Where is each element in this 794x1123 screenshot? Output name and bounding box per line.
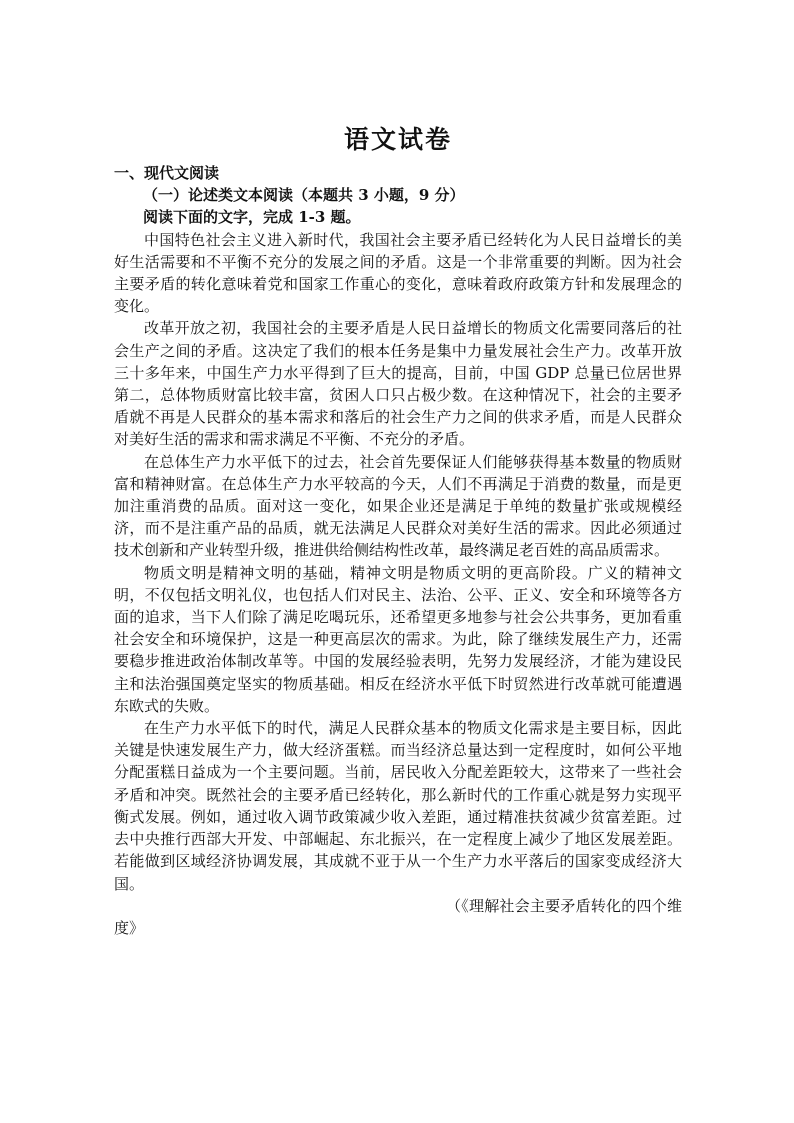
passage-paragraph-3: 在总体生产力水平低下的过去，社会首先要保证人们能够获得基本数量的物质财富和精神财富。在总体生产力水平较高的今天，人们不再满足于消费的数量，而是更加注重消费的品质。面对这一变化，如果企业还是满足于单纯的数量扩张或规模经济，而不是注重产品的品质，就无法满足人民群众对美好生活的需求。因此必须通过技术创新和产业转型升级，推进供给侧结构性改革，最终满足老百姓的高品质需求。 [114,452,682,560]
passage-paragraph-4: 物质文明是精神文明的基础，精神文明是物质文明的更高阶段。广义的精神文明，不仅包括文明礼仪，也包括人们对民主、法治、公平、正义、安全和环境等各方面的追求，当下人们除了满足吃喝玩乐，还希望更多地参与社会公共事务，更加看重社会安全和环境保护，这是一种更高层次的需求。为此，除了继续发展生产力，还需要稳步推进政治体制改革等。中国的发展经验表明，先努力发展经济，才能为建设民主和法治强国奠定坚实的物质基础。相反在经济水平低下时贸然进行改革就可能遭遇东欧式的失败。 [114,563,682,715]
subsection-heading: （一）论述类文本阅读（本题共 3 小题，9 分） [143,186,465,205]
passage-paragraph-5: 在生产力水平低下的时代，满足人民群众基本的物质文化需求是主要目标，因此关键是快速发展生产力，做大经济蛋糕。而当经济总量达到一定程度时，如何公平地分配蛋糕日益成为一个主要问题。当前，居民收入分配差距较大，这带来了一些社会矛盾和冲突。既然社会的主要矛盾已经转化，那么新时代的工作重心就是努力实现平衡式发展。例如，通过收入调节政策减少收入差距，通过精准扶贫减少贫富差距。过去中央推行西部大开发、中部崛起、东北振兴，在一定程度上减少了地区发展差距。若能做到区域经济协调发展，其成就不亚于从一个生产力水平落后的国家变成经济大国。 [114,719,682,893]
reading-instruction: 阅读下面的文字，完成 1-3 题。 [143,208,361,227]
section-heading: 一、现代文阅读 [114,164,220,182]
passage-paragraph-1: 中国特色社会主义进入新时代，我国社会主要矛盾已经转化为人民日益增长的美好生活需要和不平衡不充分的发展之间的矛盾。这是一个非常重要的判断。因为社会主要矛盾的转化意味着党和国家工作重心的变化，意味着政府政策方针和发展理念的变化。 [114,230,682,316]
document-title: 语文试卷 [343,125,452,154]
passage-source: （《理解社会主要矛盾转化的四个维度》 [114,896,682,937]
exam-page [114,118,682,939]
passage-paragraph-2: 改革开放之初，我国社会的主要矛盾是人民日益增长的物质文化需要同落后的社会生产之间的矛盾。这决定了我们的根本任务是集中力量发展社会生产力。改革开放三十多年来，中国生产力水平得到了巨大的提高，目前，中国 GDP 总量已位居世界第二，总体物质财富比较丰富，贫困人口只占极少数。在这种情况下，社会的主要矛盾就不再是人民群众的基本需求和落后的社会生产力之间的供求矛盾，而是人民群众对美好生活的需求和需求满足不平衡、不充分的矛盾。 [114,319,682,449]
